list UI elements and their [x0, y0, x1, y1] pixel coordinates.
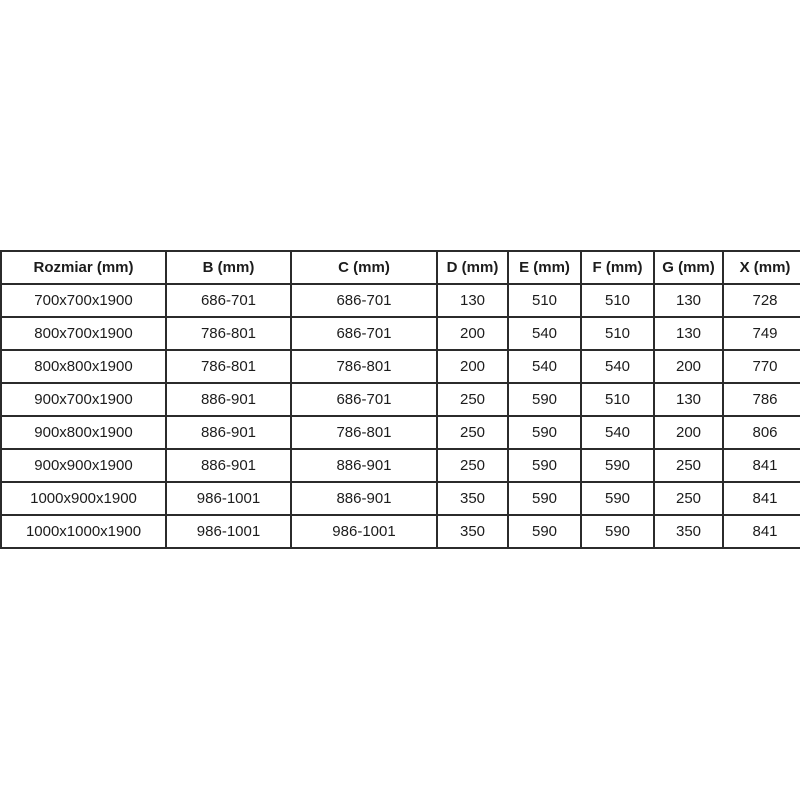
- table-cell: 728: [723, 284, 800, 317]
- table-cell: 590: [581, 482, 654, 515]
- table-cell: 749: [723, 317, 800, 350]
- spec-table: [0, 250, 800, 549]
- table-cell: 700x700x1900: [1, 284, 166, 317]
- table-cell: 686-701: [291, 317, 437, 350]
- table-cell: 770: [723, 350, 800, 383]
- table-cell: 540: [581, 350, 654, 383]
- table-cell: 800x700x1900: [1, 317, 166, 350]
- table-cell: 590: [508, 416, 581, 449]
- table-cell: 540: [508, 350, 581, 383]
- table-cell: 686-701: [166, 284, 291, 317]
- table-row: [1, 449, 800, 482]
- table-cell: 350: [437, 515, 508, 548]
- table-cell: 786-801: [166, 317, 291, 350]
- table-cell: 510: [508, 284, 581, 317]
- table-body: [1, 284, 800, 548]
- table-cell: 250: [654, 449, 723, 482]
- table-cell: 986-1001: [166, 515, 291, 548]
- table-cell: 350: [654, 515, 723, 548]
- header-cell: G (mm): [654, 251, 723, 284]
- table-row: [1, 284, 800, 317]
- table-cell: 900x800x1900: [1, 416, 166, 449]
- header-cell: E (mm): [508, 251, 581, 284]
- header-cell: Rozmiar (mm): [1, 251, 166, 284]
- table-cell: 590: [508, 383, 581, 416]
- table-cell: 886-901: [166, 449, 291, 482]
- table-cell: 841: [723, 449, 800, 482]
- table-row: [1, 482, 800, 515]
- table-cell: 841: [723, 482, 800, 515]
- table-cell: 1000x900x1900: [1, 482, 166, 515]
- table-cell: 986-1001: [291, 515, 437, 548]
- header-cell: D (mm): [437, 251, 508, 284]
- table-cell: 250: [654, 482, 723, 515]
- table-row: [1, 515, 800, 548]
- table-header: [1, 251, 800, 284]
- table-cell: 540: [581, 416, 654, 449]
- table-row: [1, 416, 800, 449]
- table-cell: 686-701: [291, 284, 437, 317]
- table-cell: 540: [508, 317, 581, 350]
- table-cell: 590: [508, 515, 581, 548]
- table-row: [1, 317, 800, 350]
- table-cell: 886-901: [166, 416, 291, 449]
- table-cell: 806: [723, 416, 800, 449]
- table-cell: 786: [723, 383, 800, 416]
- table-cell: 886-901: [291, 482, 437, 515]
- table-cell: 786-801: [291, 350, 437, 383]
- table-row: [1, 383, 800, 416]
- header-cell: B (mm): [166, 251, 291, 284]
- table-cell: 986-1001: [166, 482, 291, 515]
- spec-table-container: [0, 250, 800, 549]
- header-cell: X (mm): [723, 251, 800, 284]
- table-cell: 510: [581, 317, 654, 350]
- table-cell: 130: [654, 284, 723, 317]
- table-cell: 130: [437, 284, 508, 317]
- table-cell: 886-901: [291, 449, 437, 482]
- table-cell: 200: [437, 317, 508, 350]
- table-cell: 590: [508, 449, 581, 482]
- table-cell: 510: [581, 383, 654, 416]
- header-cell: F (mm): [581, 251, 654, 284]
- table-cell: 510: [581, 284, 654, 317]
- table-cell: 590: [581, 515, 654, 548]
- header-row: [1, 251, 800, 284]
- table-cell: 800x800x1900: [1, 350, 166, 383]
- table-cell: 590: [581, 449, 654, 482]
- table-cell: 841: [723, 515, 800, 548]
- table-cell: 786-801: [291, 416, 437, 449]
- table-cell: 250: [437, 383, 508, 416]
- table-cell: 250: [437, 449, 508, 482]
- table-cell: 900x900x1900: [1, 449, 166, 482]
- table-cell: 200: [437, 350, 508, 383]
- header-cell: C (mm): [291, 251, 437, 284]
- table-cell: 200: [654, 350, 723, 383]
- table-cell: 686-701: [291, 383, 437, 416]
- table-row: [1, 350, 800, 383]
- table-cell: 786-801: [166, 350, 291, 383]
- table-cell: 200: [654, 416, 723, 449]
- table-cell: 590: [508, 482, 581, 515]
- table-cell: 130: [654, 383, 723, 416]
- table-cell: 900x700x1900: [1, 383, 166, 416]
- table-cell: 130: [654, 317, 723, 350]
- table-cell: 350: [437, 482, 508, 515]
- table-cell: 1000x1000x1900: [1, 515, 166, 548]
- table-cell: 250: [437, 416, 508, 449]
- table-cell: 886-901: [166, 383, 291, 416]
